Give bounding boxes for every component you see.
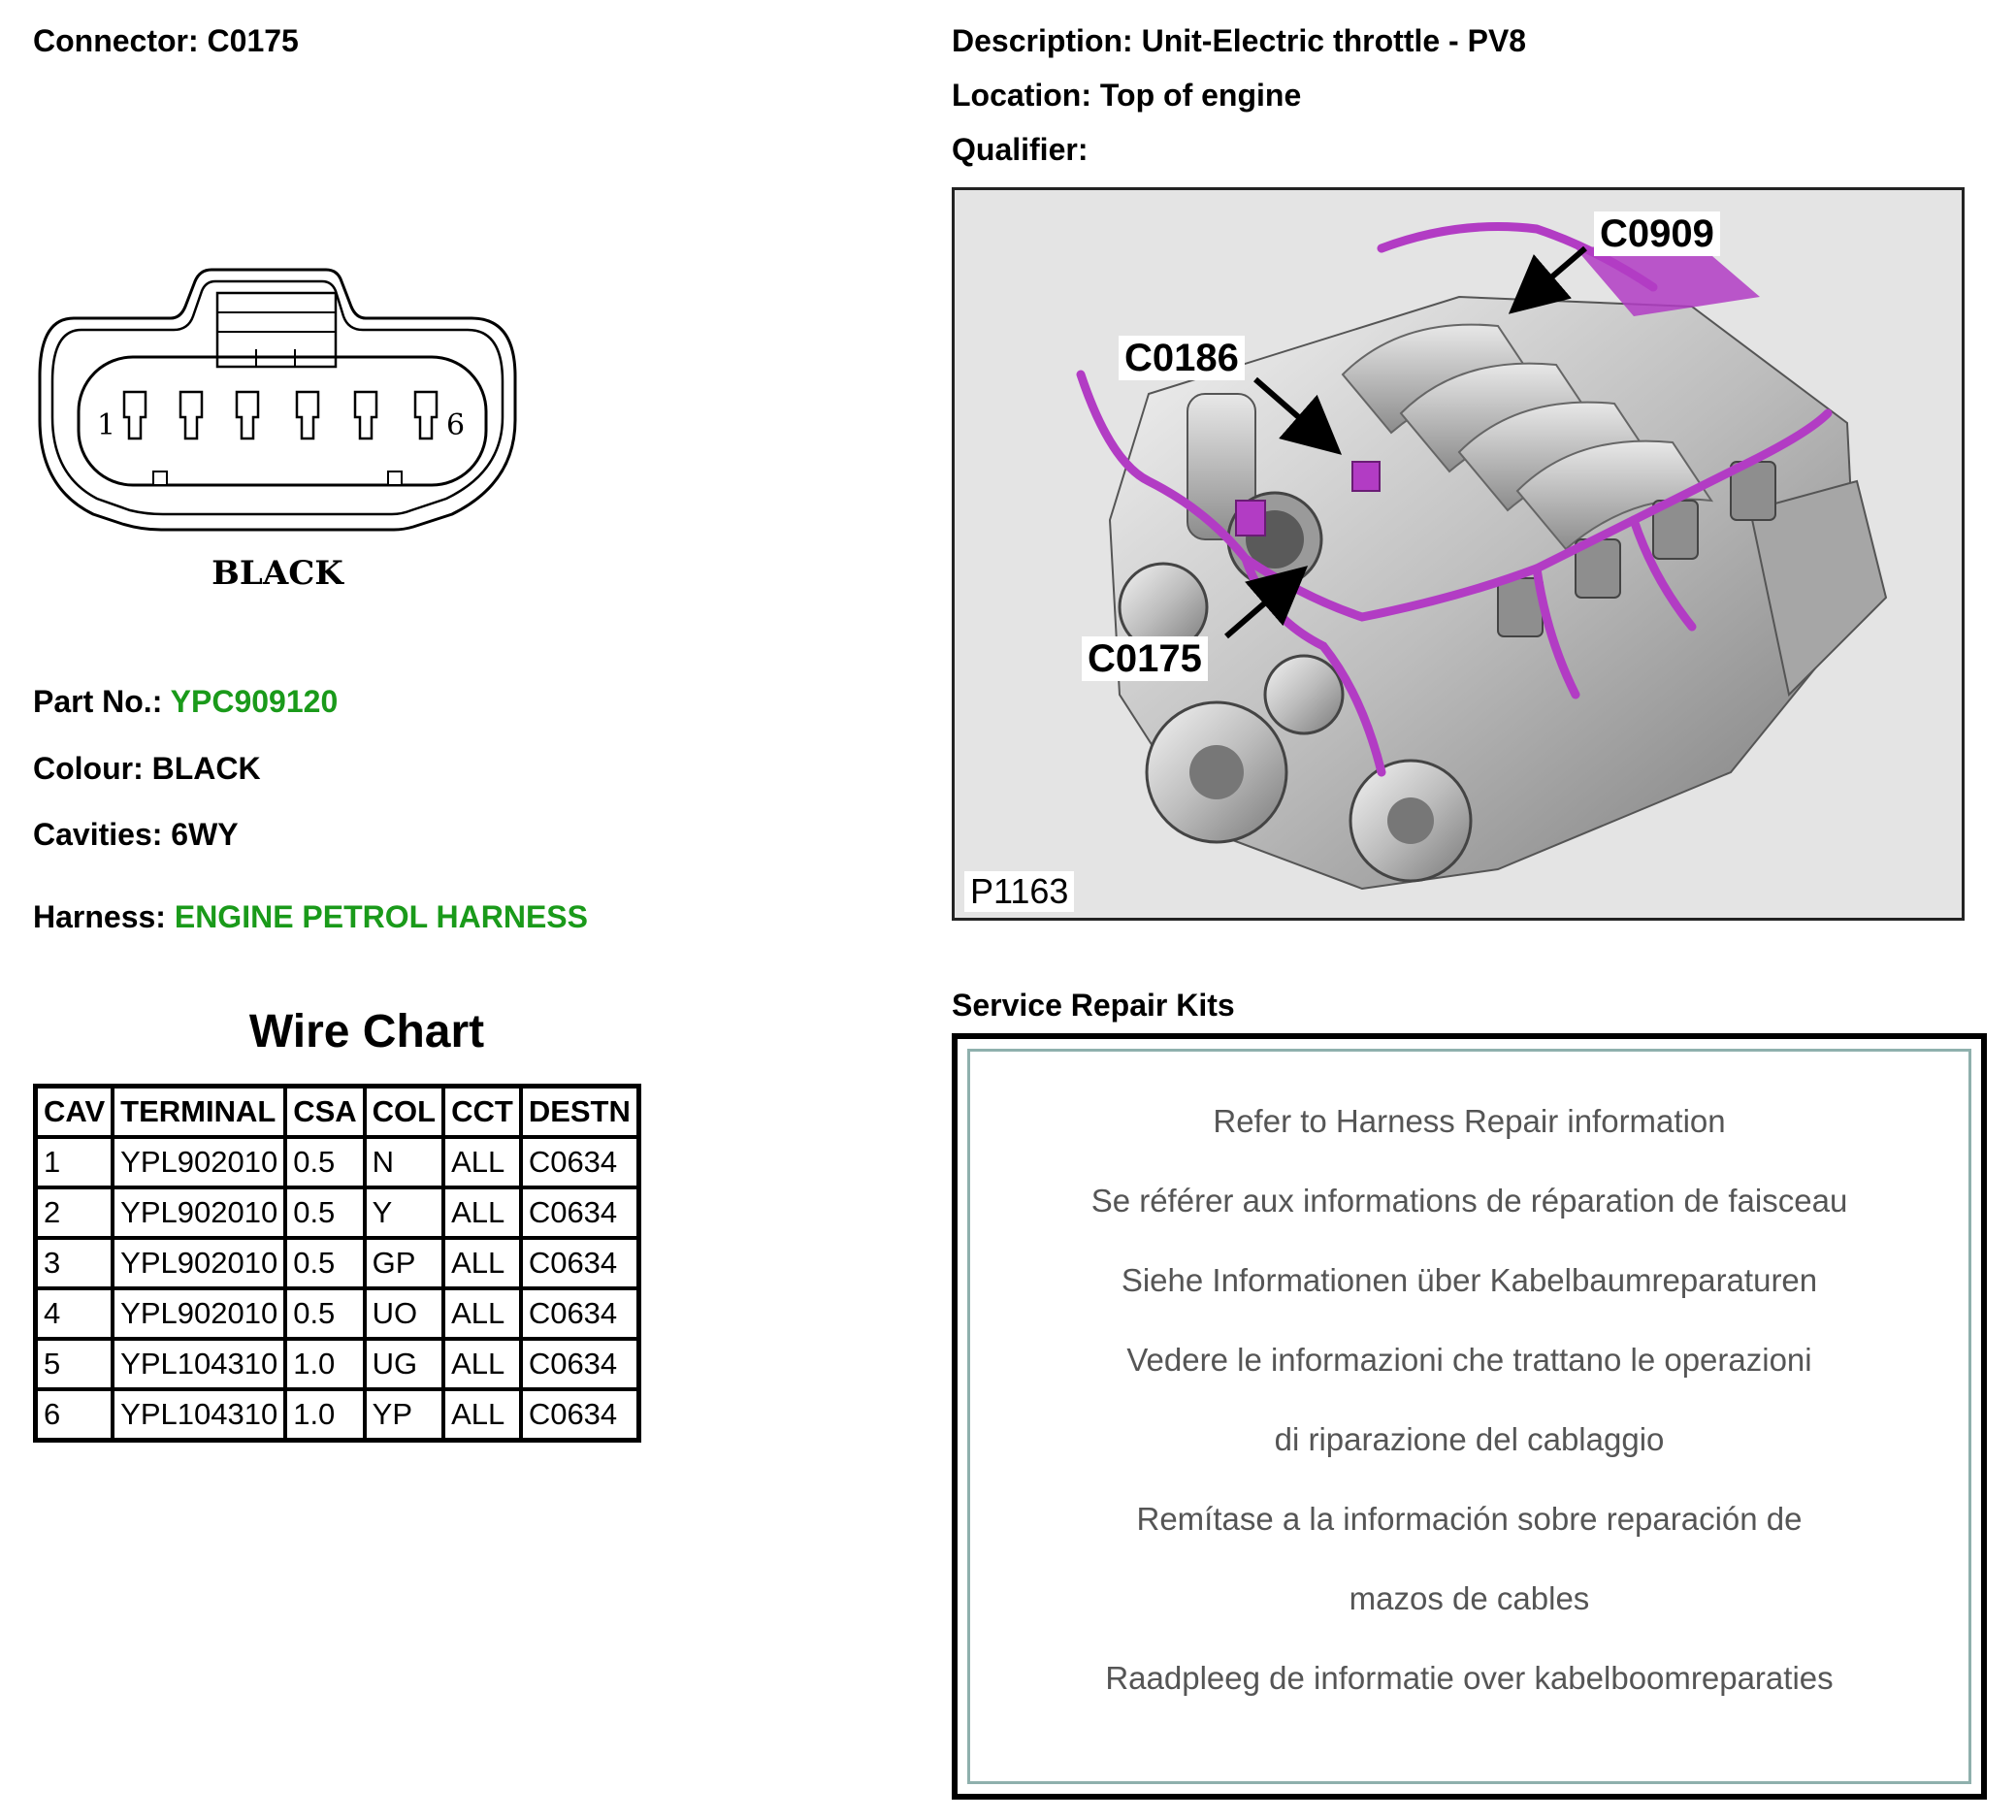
cell-csa: 0.5 (285, 1238, 364, 1288)
location-value: Top of engine (1099, 78, 1302, 113)
cell-cav: 1 (36, 1137, 114, 1187)
kit-line-es-1: Remítase a la información sobre reparación de (1136, 1501, 1803, 1537)
cell-cav: 5 (36, 1339, 114, 1389)
cell-terminal: YPL902010 (113, 1288, 285, 1339)
cell-col: GP (365, 1238, 443, 1288)
engine-drawing (955, 190, 1962, 918)
cell-destn: C0634 (521, 1238, 639, 1288)
kit-line-it-2: di riparazione del cablaggio (1274, 1421, 1665, 1457)
cell-col: YP (365, 1389, 443, 1441)
callout-c0186: C0186 (1119, 336, 1245, 380)
cavities-value: 6WY (171, 817, 239, 852)
harness-label: Harness: (33, 899, 166, 934)
cell-csa: 1.0 (285, 1389, 364, 1441)
wire-chart-table (33, 1084, 641, 1443)
cell-terminal: YPL104310 (113, 1339, 285, 1389)
colour-label: Colour: (33, 751, 144, 786)
location-label: Location: (952, 78, 1091, 113)
part-no-link[interactable]: YPC909120 (170, 684, 339, 719)
header-col: COL (365, 1087, 443, 1138)
part-no-line (33, 684, 338, 720)
cell-col: UG (365, 1339, 443, 1389)
description-line (952, 23, 1526, 59)
description-label: Description: (952, 23, 1133, 58)
cell-csa: 0.5 (285, 1137, 364, 1187)
description-value: Unit-Electric throttle - PV8 (1141, 23, 1527, 58)
cell-terminal: YPL902010 (113, 1187, 285, 1238)
colour-line (33, 751, 261, 787)
header-cav: CAV (36, 1087, 114, 1138)
location-line (952, 78, 1301, 114)
connector-label: Connector: (33, 23, 199, 58)
header-terminal: TERMINAL (113, 1087, 285, 1138)
wire-chart-title: Wire Chart (248, 1006, 485, 1057)
header-csa: CSA (285, 1087, 364, 1138)
table-row (36, 1389, 639, 1441)
cell-terminal: YPL104310 (113, 1389, 285, 1441)
harness-link[interactable]: ENGINE PETROL HARNESS (174, 899, 588, 934)
cell-cav: 3 (36, 1238, 114, 1288)
cell-cct: ALL (443, 1238, 521, 1288)
connector-line (33, 23, 299, 59)
cell-cav: 2 (36, 1187, 114, 1238)
cell-csa: 0.5 (285, 1187, 364, 1238)
wire-chart-header-row (36, 1087, 639, 1138)
cell-destn: C0634 (521, 1137, 639, 1187)
service-repair-kits-heading: Service Repair Kits (952, 988, 1235, 1023)
cell-cct: ALL (443, 1137, 521, 1187)
cell-cct: ALL (443, 1187, 521, 1238)
harness-line (33, 899, 588, 935)
cell-cct: ALL (443, 1339, 521, 1389)
service-repair-kits-panel (967, 1049, 1971, 1784)
table-row (36, 1288, 639, 1339)
cell-cav: 6 (36, 1389, 114, 1441)
cell-terminal: YPL902010 (113, 1137, 285, 1187)
table-row (36, 1137, 639, 1187)
pin-1-label: 1 (97, 408, 116, 442)
table-row (36, 1187, 639, 1238)
kit-line-es-2: mazos de cables (1349, 1580, 1590, 1616)
qualifier-label: Qualifier: (952, 132, 1089, 167)
cell-destn: C0634 (521, 1339, 639, 1389)
colour-value: BLACK (151, 751, 261, 786)
cell-destn: C0634 (521, 1288, 639, 1339)
cell-cct: ALL (443, 1389, 521, 1441)
callout-c0175: C0175 (1082, 636, 1208, 681)
cell-cct: ALL (443, 1288, 521, 1339)
table-row (36, 1238, 639, 1288)
connector-face-drawing (35, 260, 530, 595)
cell-csa: 1.0 (285, 1339, 364, 1389)
cell-csa: 0.5 (285, 1288, 364, 1339)
cell-cav: 4 (36, 1288, 114, 1339)
cell-terminal: YPL902010 (113, 1238, 285, 1288)
cell-destn: C0634 (521, 1187, 639, 1238)
cavities-label: Cavities: (33, 817, 163, 852)
header-cct: CCT (443, 1087, 521, 1138)
service-repair-kits-box (952, 1033, 1987, 1800)
kit-line-it-1: Vedere le informazioni che trattano le operazioni (1126, 1342, 1812, 1378)
engine-location-illustration (952, 187, 1965, 921)
figure-id: P1163 (964, 871, 1074, 912)
cell-col: UO (365, 1288, 443, 1339)
kit-line-en: Refer to Harness Repair information (1213, 1103, 1726, 1139)
cell-col: N (365, 1137, 443, 1187)
part-no-label: Part No.: (33, 684, 163, 719)
kit-line-de: Siehe Informationen über Kabelbaumreparaturen (1121, 1262, 1818, 1298)
qualifier-line (952, 132, 1088, 168)
header-destn: DESTN (521, 1087, 639, 1138)
cell-destn: C0634 (521, 1389, 639, 1441)
kit-line-fr: Se référer aux informations de réparation de faisceau (1090, 1183, 1848, 1219)
cavities-line (33, 817, 239, 853)
pin-6-label: 6 (446, 408, 466, 442)
table-row (36, 1339, 639, 1389)
connector-colour-caption: BLACK (211, 554, 343, 593)
callout-c0909: C0909 (1594, 211, 1720, 256)
connector-id: C0175 (207, 23, 299, 58)
kit-line-nl: Raadpleeg de informatie over kabelboomreparaties (1105, 1660, 1834, 1696)
cell-col: Y (365, 1187, 443, 1238)
